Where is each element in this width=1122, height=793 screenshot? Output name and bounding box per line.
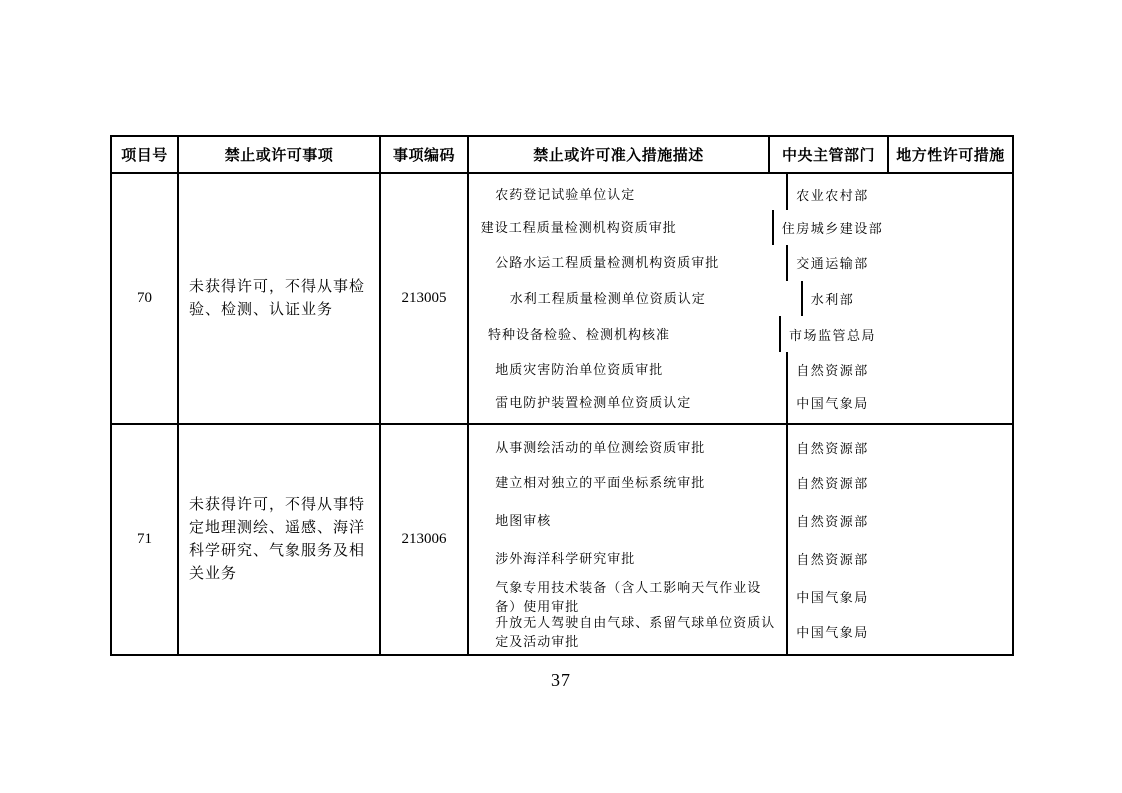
- page-number: 37: [551, 670, 571, 690]
- column-header-matter: 禁止或许可事项: [179, 137, 381, 172]
- central-department: 交通运输部: [796, 256, 869, 272]
- measure-row: [480, 316, 878, 352]
- measure-description: 地图审核: [487, 501, 788, 539]
- measure-row: [487, 501, 871, 539]
- measure-description: 建立相对独立的平面坐标系统审批: [487, 463, 788, 501]
- column-header-local-measures: 地方性许可措施: [896, 148, 1005, 164]
- measures-and-departments-cell: [469, 174, 889, 423]
- measure-description: 雷电防护装置检测单位资质认定: [487, 387, 788, 423]
- central-department: 自然资源部: [796, 440, 869, 456]
- central-department: 自然资源部: [796, 552, 869, 568]
- central-department: 水利部: [810, 292, 855, 308]
- measure-description: 特种设备检验、检测机构核准: [480, 316, 781, 352]
- column-header-measure-desc: 禁止或许可准入措施描述: [469, 137, 770, 172]
- measure-row: [502, 281, 857, 317]
- column-header-central-dept: 中央主管部门: [770, 137, 889, 172]
- central-department: 自然资源部: [796, 363, 869, 379]
- measure-row: [487, 616, 871, 654]
- local-measures-cell: [889, 174, 1012, 423]
- measure-row: [487, 387, 871, 423]
- table-header-row: [112, 137, 1012, 174]
- item-number: 71: [112, 425, 179, 654]
- measure-description: 从事测绘活动的单位测绘资质审批: [487, 425, 788, 463]
- measures-and-departments-cell: [469, 425, 889, 654]
- measure-row: [487, 245, 871, 281]
- measure-description: 农药登记试验单位认定: [487, 174, 788, 210]
- measure-row: [487, 578, 871, 616]
- measure-description: 建设工程质量检测机构资质审批: [473, 210, 774, 246]
- local-measures-cell: [889, 425, 1012, 654]
- table-row-71: [112, 425, 1012, 654]
- measure-description: 公路水运工程质量检测机构资质审批: [487, 245, 788, 281]
- matter-description: 未获得许可，不得从事特定地理测绘、遥感、海洋科学研究、气象服务及相关业务: [179, 425, 381, 654]
- measure-description: 升放无人驾驶自由气球、系留气球单位资质认定及活动审批: [487, 616, 788, 654]
- measure-row: [487, 352, 871, 388]
- central-department: 中国气象局: [796, 395, 869, 411]
- central-department: 自然资源部: [796, 513, 869, 529]
- central-department: 市场监管总局: [788, 327, 876, 343]
- central-department: 农业农村部: [796, 188, 869, 204]
- measure-row: [487, 463, 871, 501]
- item-code: 213006: [381, 425, 469, 654]
- measure-row: [473, 210, 886, 246]
- matter-description: 未获得许可，不得从事检验、检测、认证业务: [179, 174, 381, 423]
- central-department: 中国气象局: [796, 625, 869, 641]
- central-department: 住房城乡建设部: [781, 220, 884, 236]
- column-header-item-no: 项目号: [112, 137, 179, 172]
- central-department: 中国气象局: [796, 590, 869, 606]
- table-row-70: [112, 174, 1012, 425]
- column-header-code: 事项编码: [381, 137, 469, 172]
- measure-row: [487, 174, 871, 210]
- central-department: 自然资源部: [796, 475, 869, 491]
- measure-description: 地质灾害防治单位资质审批: [487, 352, 788, 388]
- item-number: 70: [112, 174, 179, 423]
- measure-row: [487, 540, 871, 578]
- item-code: 213005: [381, 174, 469, 423]
- measure-row: [487, 425, 871, 463]
- measure-description: 水利工程质量检测单位资质认定: [502, 281, 803, 317]
- measure-description: 涉外海洋科学研究审批: [487, 540, 788, 578]
- measure-description: 气象专用技术装备（含人工影响天气作业设备）使用审批: [487, 578, 788, 616]
- access-measures-table: [110, 135, 1014, 656]
